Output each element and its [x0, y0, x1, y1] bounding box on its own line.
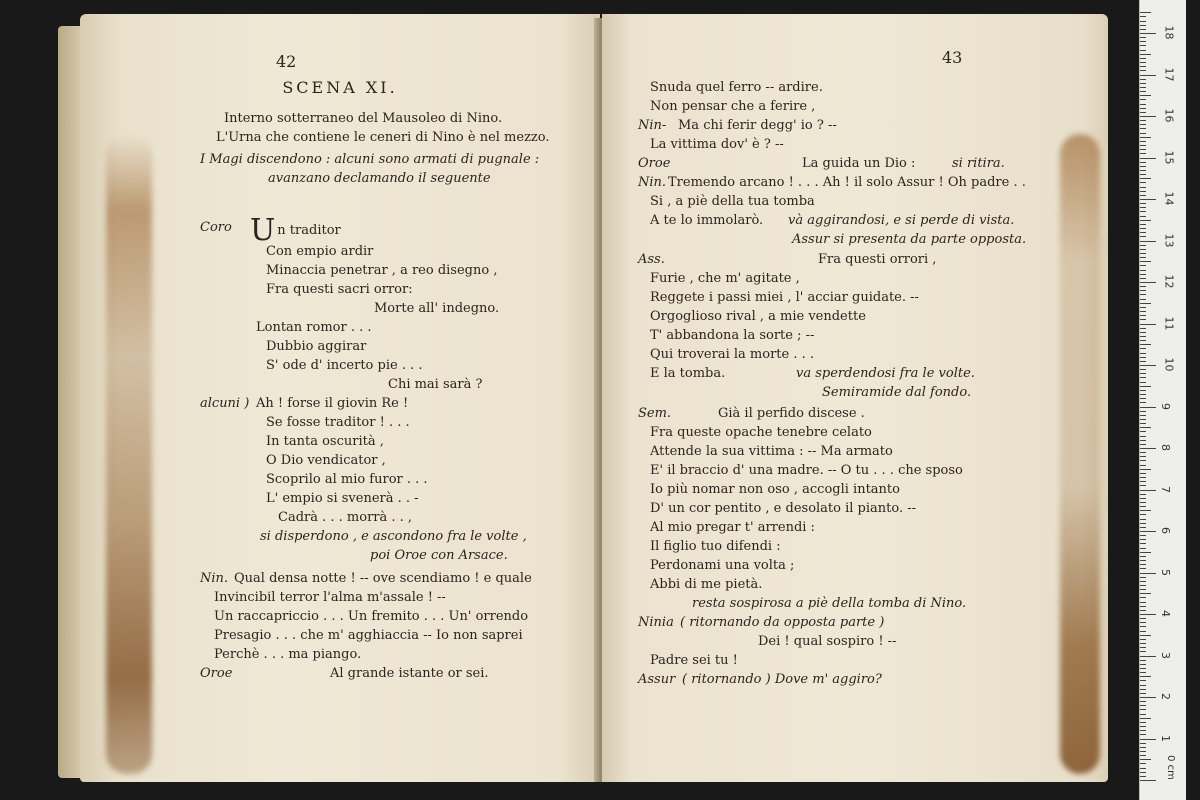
verse-line: Morte all' indegno.	[374, 301, 500, 316]
ruler-tick	[1140, 656, 1156, 657]
ruler-tick	[1140, 282, 1156, 283]
ruler-tick	[1140, 614, 1156, 615]
ruler-tick	[1140, 689, 1146, 690]
ruler-tick	[1140, 70, 1146, 71]
ruler-tick	[1140, 539, 1146, 540]
ruler-tick	[1140, 597, 1146, 598]
verse-line: Qual densa notte ! -- ove scendiamo ! e quale	[234, 571, 532, 586]
ruler-tick	[1140, 124, 1146, 125]
ruler-tick	[1140, 610, 1146, 611]
verse-line: Un raccapriccio . . . Un fremito . . . Un' orrendo	[214, 609, 529, 624]
ruler-tick	[1140, 315, 1146, 316]
verse-line: Invincibil terror l'alma m'assale ! --	[214, 590, 446, 605]
ruler-number: 4	[1159, 610, 1172, 617]
ruler-tick	[1140, 693, 1146, 694]
stage-direction: Semiramide dal fondo.	[822, 385, 972, 400]
ruler-tick	[1140, 33, 1156, 34]
verse-line: Abbi di me pietà.	[650, 577, 763, 592]
ruler-tick	[1140, 431, 1146, 432]
ruler-tick	[1140, 523, 1146, 524]
stage-direction: L'Urna che contiene le ceneri di Nino è nel mezzo.	[216, 130, 550, 145]
verse-line: S' ode d' incerto pie . . .	[266, 358, 423, 373]
ruler-number: 12	[1162, 274, 1176, 289]
ruler-tick	[1140, 211, 1146, 212]
ruler-tick	[1140, 249, 1146, 250]
stage-direction: ( ritornando ) Dove m' aggiro?	[682, 672, 882, 687]
stage-direction: I Magi discendono : alcuni sono armati di pugnale :	[200, 152, 540, 167]
ruler-tick	[1140, 112, 1146, 113]
speaker-label: Assur	[638, 672, 676, 687]
water-stain	[106, 134, 152, 774]
verse-line: Orgoglioso rival , a mie vendette	[650, 309, 866, 324]
ruler-tick	[1140, 626, 1146, 627]
verse-line: In tanta oscurità ,	[266, 434, 384, 449]
ruler-tick	[1140, 241, 1156, 242]
verse-line: D' un cor pentito , e desolato il pianto. --	[650, 501, 917, 516]
ruler-tick	[1140, 759, 1151, 760]
ruler-tick	[1140, 174, 1146, 175]
verse-line: Fra questi sacri orror:	[266, 282, 413, 297]
verse-line: Il figlio tuo difendi :	[650, 539, 781, 554]
speaker-label: Coro	[200, 220, 232, 235]
ruler-tick	[1140, 261, 1151, 262]
ruler-tick	[1140, 170, 1146, 171]
ruler-tick	[1140, 664, 1146, 665]
verse-line: Perchè . . . ma piango.	[214, 647, 362, 662]
verse-line: Presagio . . . che m' agghiaccia -- Io non saprei	[214, 628, 523, 643]
ruler-tick	[1140, 585, 1146, 586]
ruler-tick	[1140, 265, 1146, 266]
ruler-tick	[1140, 141, 1146, 142]
ruler-number: 15	[1162, 150, 1176, 164]
ruler-tick	[1140, 460, 1146, 461]
ruler-tick	[1140, 755, 1146, 756]
ruler-tick	[1140, 66, 1146, 67]
ruler-tick	[1140, 178, 1151, 179]
verse-line: A te lo immolarò.	[650, 213, 764, 228]
ruler-tick	[1140, 29, 1146, 30]
ruler-tick	[1140, 622, 1146, 623]
verse-line	[250, 213, 341, 248]
ruler-tick	[1140, 278, 1146, 279]
ruler-tick	[1140, 299, 1146, 300]
ruler-tick	[1140, 394, 1146, 395]
verse-line: Perdonami una volta ;	[650, 558, 795, 573]
verse-line: Ma chi ferir degg' io ? --	[678, 118, 837, 133]
ruler-number: 2	[1159, 693, 1172, 700]
ruler-tick	[1140, 747, 1146, 748]
ruler-tick	[1140, 606, 1146, 607]
ruler-tick	[1140, 552, 1151, 553]
ruler-tick	[1140, 319, 1146, 320]
ruler-tick	[1140, 407, 1156, 408]
verse-line: La vittima dov' è ? --	[650, 137, 784, 152]
ruler-tick	[1140, 602, 1146, 603]
ruler-number: 1	[1159, 734, 1172, 742]
verse-line: L' empio si svenerà . . -	[266, 491, 419, 506]
ruler-tick	[1140, 62, 1146, 63]
ruler-number: 7	[1159, 485, 1172, 493]
ruler-tick	[1140, 485, 1146, 486]
ruler-tick	[1140, 668, 1146, 669]
ruler-tick	[1140, 398, 1146, 399]
ruler-tick	[1140, 166, 1146, 167]
ruler-number: 14	[1162, 191, 1176, 206]
speaker-label: Oroe	[200, 666, 233, 681]
ruler-tick	[1140, 498, 1146, 499]
drop-cap: U	[250, 213, 276, 248]
stage-direction: Assur si presenta da parte opposta.	[792, 232, 1027, 247]
ruler-tick	[1140, 340, 1146, 341]
ruler-tick	[1140, 228, 1146, 229]
ruler-number: 3	[1159, 651, 1172, 659]
ruler-tick	[1140, 568, 1146, 569]
right-page	[602, 14, 1108, 782]
ruler-tick	[1140, 419, 1146, 420]
ruler-tick	[1140, 50, 1146, 51]
verse-line: Al grande istante or sei.	[330, 666, 489, 681]
verse-line: Reggete i passi miei , l' acciar guidate. --	[650, 290, 919, 305]
ruler-tick	[1140, 158, 1156, 159]
ruler-tick	[1140, 332, 1146, 333]
verse-line: Non pensar che a ferire ,	[650, 99, 816, 114]
ruler-tick	[1140, 730, 1146, 731]
ruler-tick	[1140, 718, 1151, 719]
speaker-label: Ass.	[638, 252, 665, 267]
ruler-tick	[1140, 402, 1146, 403]
ruler-tick	[1140, 95, 1151, 96]
ruler-tick	[1140, 676, 1151, 677]
ruler-tick	[1140, 21, 1146, 22]
ruler-tick	[1140, 133, 1146, 134]
ruler-tick	[1140, 477, 1146, 478]
ruler-tick	[1140, 54, 1151, 55]
ruler-tick	[1140, 153, 1146, 154]
stage-direction: avanzano declamando il seguente	[268, 171, 491, 186]
ruler-tick	[1140, 286, 1146, 287]
ruler-tick	[1140, 220, 1151, 221]
ruler-tick	[1140, 270, 1146, 271]
ruler-tick	[1140, 344, 1151, 345]
ruler-tick	[1140, 328, 1146, 329]
ruler-tick	[1140, 548, 1146, 549]
ruler-tick	[1140, 162, 1146, 163]
ruler-tick	[1140, 386, 1151, 387]
verse-line: E la tomba.	[650, 366, 726, 381]
ruler-tick	[1140, 763, 1146, 764]
verse-line: Io più nomar non oso , accogli intanto	[650, 482, 900, 497]
ruler-number: 10	[1162, 357, 1176, 372]
ruler-tick	[1140, 411, 1146, 412]
ruler-tick	[1140, 79, 1146, 80]
ruler-tick	[1140, 481, 1146, 482]
stage-direction: si ritira.	[952, 156, 1005, 171]
ruler-tick	[1140, 25, 1146, 26]
ruler-tick	[1140, 149, 1146, 150]
ruler-tick	[1140, 643, 1146, 644]
ruler-tick	[1140, 87, 1146, 88]
ruler-tick	[1140, 236, 1146, 237]
verse-line: Cadrà . . . morrà . . ,	[278, 510, 413, 525]
ruler-tick	[1140, 145, 1146, 146]
stage-direction: Interno sotterraneo del Mausoleo di Nino.	[224, 111, 503, 126]
speaker-label: Ninia	[638, 615, 674, 630]
scene-title: SCENA XI.	[282, 78, 398, 97]
ruler-tick	[1140, 743, 1146, 744]
ruler-tick	[1140, 780, 1156, 781]
ruler-tick	[1140, 91, 1146, 92]
verse-line: Fra queste opache tenebre celato	[650, 425, 872, 440]
ruler-tick	[1140, 224, 1146, 225]
ruler-tick	[1140, 274, 1146, 275]
ruler-tick	[1140, 726, 1146, 727]
ruler-tick	[1140, 440, 1146, 441]
ruler-tick	[1140, 465, 1146, 466]
ruler-tick	[1140, 199, 1156, 200]
ruler-tick	[1140, 324, 1156, 325]
verse-line: Già il perfido discese .	[718, 406, 865, 421]
stage-direction: và aggirandosi, e si perde di vista.	[788, 213, 1015, 228]
verse-line: Al mio pregar t' arrendi :	[650, 520, 815, 535]
stage-direction: si disperdono , e ascondono fra le volte ,	[260, 529, 527, 544]
ruler-tick	[1140, 307, 1146, 308]
speaker-label: Sem.	[638, 406, 672, 421]
ruler-tick	[1140, 377, 1146, 378]
verse-line: Tremendo arcano ! . . . Ah ! il solo Assur ! Oh padre . .	[668, 175, 1026, 190]
ruler-tick	[1140, 647, 1146, 648]
ruler-number: 5	[1159, 568, 1172, 576]
ruler-tick	[1140, 543, 1146, 544]
verse-line: Fra questi orrori ,	[818, 252, 937, 267]
verse-line: Se fosse traditor ! . . .	[266, 415, 410, 430]
verse-line: Lontan romor . . .	[256, 320, 372, 335]
ruler-tick	[1140, 514, 1146, 515]
ruler-tick	[1140, 75, 1156, 76]
ruler-number: 17	[1162, 67, 1176, 81]
ruler-tick	[1140, 768, 1146, 769]
ruler-tick	[1140, 203, 1146, 204]
verse-line: O Dio vendicator ,	[266, 453, 386, 468]
ruler-tick	[1140, 436, 1146, 437]
speaker-label: alcuni )	[200, 396, 250, 411]
stage-direction: ( ritornando da opposta parte )	[680, 615, 885, 630]
ruler-tick	[1140, 709, 1146, 710]
ruler-tick	[1140, 104, 1146, 105]
ruler-tick	[1140, 382, 1146, 383]
ruler-number: 6	[1159, 527, 1172, 534]
ruler-tick	[1140, 660, 1146, 661]
ruler-tick	[1140, 456, 1146, 457]
stage-direction: resta sospirosa a piè della tomba di Nino.	[692, 596, 967, 611]
verse-line: Dubbio aggirar	[266, 339, 367, 354]
ruler-tick	[1140, 506, 1146, 507]
measuring-ruler	[1139, 0, 1186, 800]
right-page-number: 43	[942, 48, 963, 67]
ruler-tick	[1140, 128, 1146, 129]
ruler-tick	[1140, 191, 1146, 192]
ruler-tick	[1140, 336, 1146, 337]
verse-line: E' il braccio d' una madre. -- O tu . . . che sposo	[650, 463, 963, 478]
ruler-number: 8	[1159, 444, 1172, 451]
ruler-tick	[1140, 705, 1146, 706]
ruler-tick	[1140, 216, 1146, 217]
ruler-tick	[1140, 415, 1146, 416]
ruler-tick	[1140, 83, 1146, 84]
ruler-tick	[1140, 45, 1146, 46]
ruler-tick	[1140, 348, 1146, 349]
ruler-tick	[1140, 108, 1146, 109]
ruler-tick	[1140, 303, 1151, 304]
ruler-tick	[1140, 651, 1146, 652]
ruler-tick	[1140, 290, 1146, 291]
ruler-tick	[1140, 685, 1146, 686]
left-page-number: 42	[276, 52, 297, 71]
ruler-tick	[1140, 469, 1151, 470]
ruler-tick	[1140, 560, 1146, 561]
verse-line: Furie , che m' agitate ,	[650, 271, 800, 286]
ruler-tick	[1140, 137, 1151, 138]
ruler-tick	[1140, 41, 1146, 42]
ruler-tick	[1140, 448, 1156, 449]
verse-line: Qui troverai la morte . . .	[650, 347, 814, 362]
ruler-tick	[1140, 369, 1146, 370]
ruler-tick	[1140, 618, 1146, 619]
verse-line: T' abbandona la sorte ; --	[650, 328, 815, 343]
open-book	[58, 14, 1108, 786]
ruler-tick	[1140, 739, 1156, 740]
verse-line: Snuda quel ferro -- ardire.	[650, 80, 823, 95]
ruler-tick	[1140, 207, 1146, 208]
ruler-tick	[1140, 294, 1146, 295]
ruler-tick	[1140, 353, 1146, 354]
ruler-tick	[1140, 58, 1146, 59]
ruler-tick	[1140, 714, 1146, 715]
ruler-tick	[1140, 373, 1146, 374]
ruler-number: 18	[1162, 25, 1176, 40]
ruler-number: 16	[1162, 108, 1176, 123]
ruler-tick	[1140, 473, 1146, 474]
verse-line: Ah ! forse il giovin Re !	[256, 396, 409, 411]
ruler-tick	[1140, 772, 1146, 773]
ruler-tick	[1140, 589, 1146, 590]
ruler-number: 9	[1159, 402, 1172, 410]
ruler-tick	[1140, 253, 1146, 254]
ruler-tick	[1140, 639, 1146, 640]
ruler-tick	[1140, 556, 1146, 557]
ruler-tick	[1140, 187, 1146, 188]
verse-line: Attende la sua vittima : -- Ma armato	[650, 444, 893, 459]
ruler-tick	[1140, 593, 1151, 594]
speaker-label: Nin.	[200, 571, 229, 586]
ruler-tick	[1140, 116, 1156, 117]
ruler-number: 11	[1162, 316, 1176, 330]
verse-line: Si , a piè della tua tomba	[650, 194, 815, 209]
ruler-tick	[1140, 510, 1151, 511]
verse-line: Minaccia penetrar , a reo disegno ,	[266, 263, 498, 278]
speaker-label: Nin.	[638, 175, 667, 190]
ruler-tick	[1140, 680, 1146, 681]
ruler-tick	[1140, 257, 1146, 258]
ruler-tick	[1140, 99, 1146, 100]
ruler-tick	[1140, 120, 1146, 121]
ruler-tick	[1140, 573, 1156, 574]
ruler-tick	[1140, 734, 1146, 735]
verse-line: Scoprilo al mio furor . . .	[266, 472, 428, 487]
ruler-tick	[1140, 577, 1146, 578]
ruler-tick	[1140, 427, 1151, 428]
ruler-tick	[1140, 697, 1156, 698]
ruler-tick	[1140, 535, 1146, 536]
ruler-tick	[1140, 519, 1146, 520]
ruler-tick	[1140, 365, 1156, 366]
ruler-tick	[1140, 751, 1146, 752]
speaker-label: Oroe	[638, 156, 671, 171]
verse-line: La guida un Dio :	[802, 156, 916, 171]
ruler-tick	[1140, 494, 1146, 495]
ruler-tick	[1140, 672, 1146, 673]
left-page	[80, 14, 600, 782]
ruler-tick	[1140, 531, 1156, 532]
ruler-unit-label: 0 cm	[1164, 755, 1176, 780]
verse-text: n traditor	[277, 223, 341, 238]
ruler-tick	[1140, 722, 1146, 723]
ruler-tick	[1140, 631, 1146, 632]
ruler-tick	[1140, 527, 1146, 528]
ruler-tick	[1140, 311, 1146, 312]
ruler-tick	[1140, 701, 1146, 702]
ruler-tick	[1140, 245, 1146, 246]
verse-line: Chi mai sarà ?	[388, 377, 483, 392]
water-stain	[1060, 134, 1100, 774]
ruler-tick	[1140, 776, 1146, 777]
ruler-tick	[1140, 16, 1146, 17]
ruler-tick	[1140, 444, 1146, 445]
ruler-tick	[1140, 635, 1151, 636]
ruler-tick	[1140, 195, 1146, 196]
verse-line: Con empio ardir	[266, 244, 374, 259]
verse-line: Padre sei tu !	[650, 653, 738, 668]
ruler-tick	[1140, 581, 1146, 582]
ruler-tick	[1140, 182, 1146, 183]
speaker-label: Nin-	[638, 118, 667, 133]
stage-direction: va sperdendosi fra le volte.	[796, 366, 975, 381]
ruler-tick	[1140, 361, 1146, 362]
ruler-tick	[1140, 357, 1146, 358]
ruler-tick	[1140, 232, 1146, 233]
ruler-tick	[1140, 490, 1156, 491]
ruler-tick	[1140, 423, 1146, 424]
ruler-tick	[1140, 37, 1146, 38]
ruler-tick	[1140, 564, 1146, 565]
ruler-tick	[1140, 502, 1146, 503]
verse-line: Dei ! qual sospiro ! --	[758, 634, 897, 649]
stage-direction: poi Oroe con Arsace.	[370, 548, 508, 563]
ruler-tick	[1140, 390, 1146, 391]
ruler-tick	[1140, 452, 1146, 453]
ruler-tick	[1140, 12, 1151, 13]
ruler-number: 13	[1162, 233, 1176, 247]
